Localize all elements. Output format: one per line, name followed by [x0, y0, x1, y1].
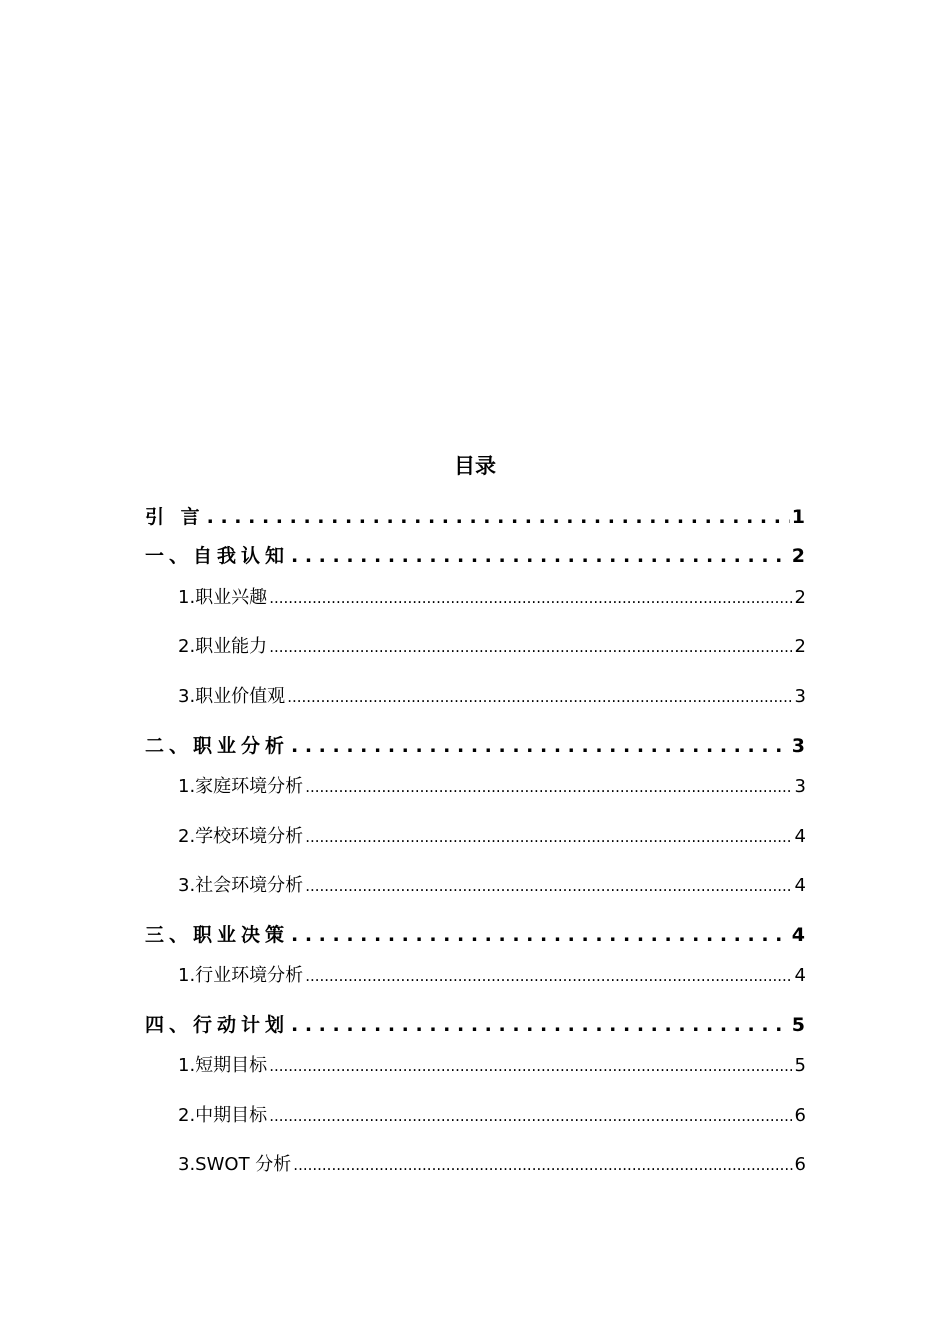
toc-entry-label: 3.社会环境分析 — [178, 875, 304, 896]
toc-entry-label: 三、职业决策 — [145, 924, 290, 946]
toc-entry-page: 2 — [791, 545, 805, 567]
toc-entry-page: 3 — [794, 776, 806, 797]
toc-entry-career-values[interactable] — [178, 682, 806, 708]
toc-entry-social-environment[interactable] — [178, 871, 806, 897]
dot-leader — [305, 826, 792, 847]
toc-entry-page: 2 — [794, 587, 806, 608]
toc-title: 目录 — [454, 454, 496, 478]
toc-entry-label: 2.中期目标 — [178, 1105, 268, 1126]
toc-entry-label: 2.学校环境分析 — [178, 826, 304, 847]
toc-entry-label: 1.行业环境分析 — [178, 965, 304, 986]
toc-entry-career-ability[interactable] — [178, 632, 806, 658]
toc-entry-label: 1.短期目标 — [178, 1055, 268, 1076]
dot-leader — [291, 545, 790, 567]
toc-entry-page: 4 — [794, 965, 806, 986]
dot-leader — [291, 924, 790, 946]
toc-entry-swot-analysis[interactable] — [178, 1150, 806, 1176]
toc-entry-short-term-goals[interactable] — [178, 1051, 806, 1077]
dot-leader — [291, 1014, 790, 1036]
dot-leader — [269, 636, 792, 657]
toc-entry-family-environment[interactable] — [178, 772, 806, 798]
toc-entry-introduction[interactable] — [145, 502, 805, 529]
toc-entry-label: 一、自我认知 — [145, 545, 290, 567]
dot-leader — [287, 686, 792, 707]
toc-entry-page: 2 — [794, 636, 806, 657]
toc-entry-label: 1.家庭环境分析 — [178, 776, 304, 797]
dot-leader — [269, 587, 792, 608]
toc-entry-label: 3.SWOT 分析 — [178, 1154, 292, 1175]
toc-entry-page: 1 — [791, 506, 805, 528]
toc-entry-page: 5 — [794, 1055, 806, 1076]
toc-entry-action-plan[interactable] — [145, 1010, 805, 1037]
toc-entry-career-interest[interactable] — [178, 583, 806, 609]
toc-entry-career-analysis[interactable] — [145, 731, 805, 758]
toc-entry-label: 2.职业能力 — [178, 636, 268, 657]
toc-entry-school-environment[interactable] — [178, 822, 806, 848]
toc-entry-label: 1.职业兴趣 — [178, 587, 268, 608]
toc-entry-label: 3.职业价值观 — [178, 686, 286, 707]
toc-entry-page: 6 — [794, 1154, 806, 1175]
toc-entry-self-awareness[interactable] — [145, 541, 805, 568]
toc-entry-page: 3 — [791, 735, 805, 757]
toc-entry-page: 5 — [791, 1014, 805, 1036]
dot-leader — [305, 965, 792, 986]
dot-leader — [269, 1055, 792, 1076]
dot-leader — [207, 506, 790, 528]
dot-leader — [305, 875, 792, 896]
toc-entry-page: 6 — [794, 1105, 806, 1126]
toc-entry-label: 四、行动计划 — [145, 1014, 290, 1036]
toc-entry-career-decision[interactable] — [145, 920, 805, 947]
dot-leader — [293, 1154, 792, 1175]
toc-entry-label: 引 言 — [145, 506, 205, 528]
toc-entry-label: 二、职业分析 — [145, 735, 290, 757]
dot-leader — [305, 776, 792, 797]
dot-leader — [269, 1105, 792, 1126]
toc-entry-page: 3 — [794, 686, 806, 707]
toc-entry-page: 4 — [794, 875, 806, 896]
dot-leader — [291, 735, 790, 757]
toc-entry-industry-environment[interactable] — [178, 961, 806, 987]
toc-entry-page: 4 — [794, 826, 806, 847]
toc-entry-page: 4 — [791, 924, 805, 946]
toc-entry-mid-term-goals[interactable] — [178, 1101, 806, 1127]
